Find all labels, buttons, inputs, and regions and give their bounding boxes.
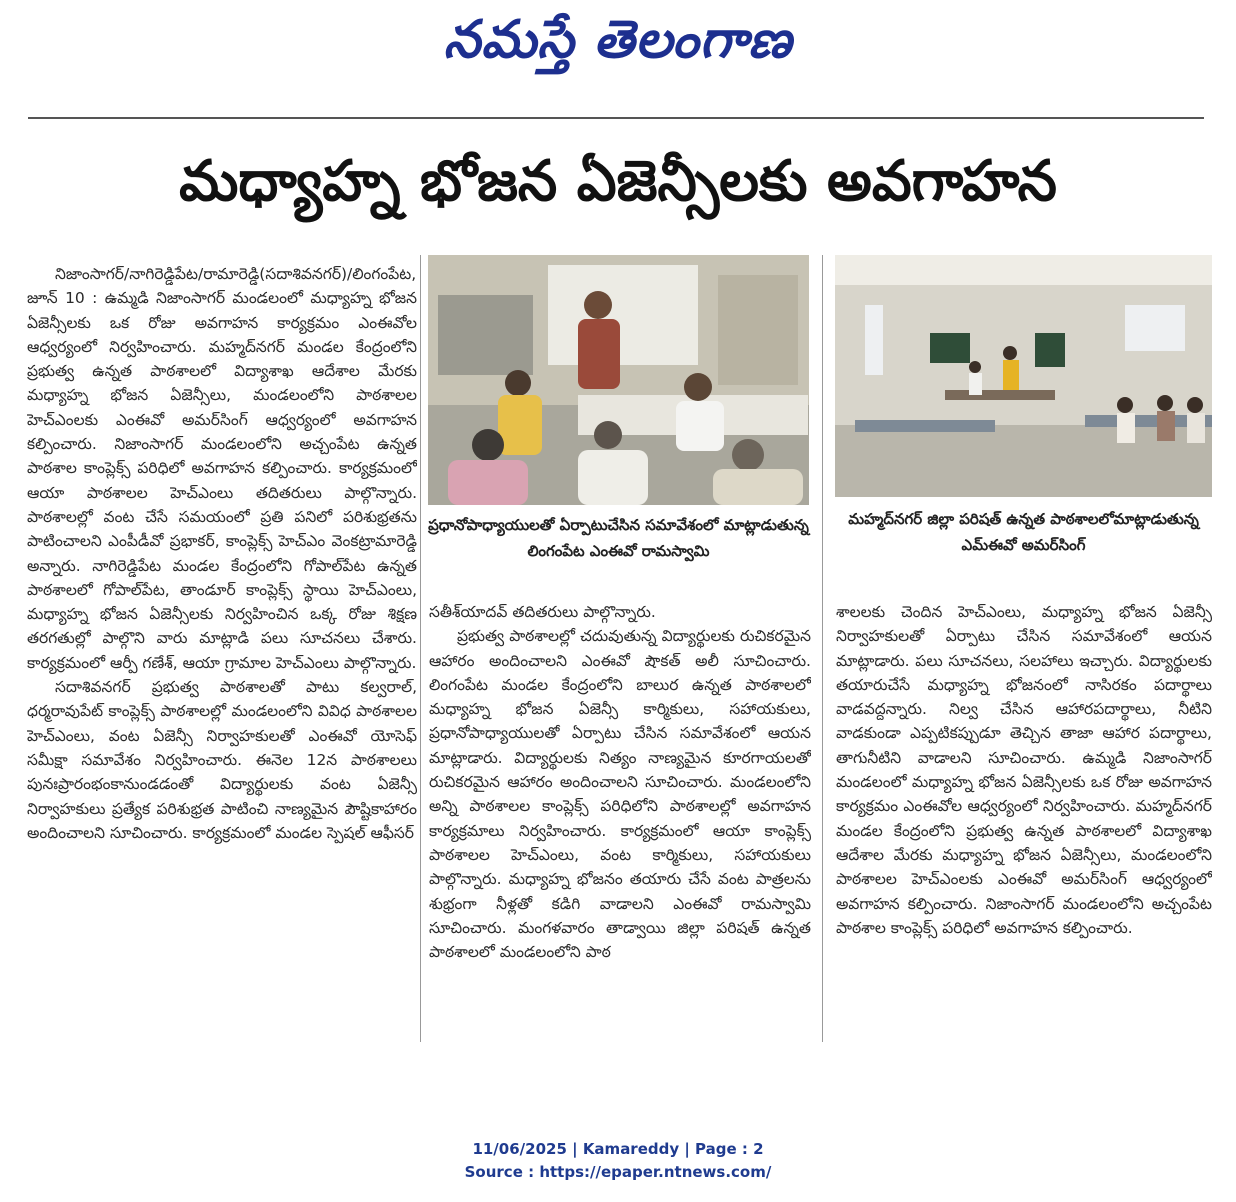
classroom-photo-image [835,255,1212,497]
newspaper-logo: నమస్తే తెలంగాణ [443,10,793,70]
article-column-1 [27,262,417,1042]
meeting-photo-lingampet [428,255,809,505]
article-paragraph: ప్రభుత్వ పాఠశాలల్లో చదువుతున్న విద్యార్థులకు రుచికరమైన ఆహారం అందించాలని ఎంఈవో షౌకత్ అలీ సూచించారు. లింగంపేట మండల కేంద్రంలోని బాలుర ఉన్నత పాఠశాలలో మధ్యాహ్న భోజన ఏజెన్సీ కార్మికులు, సహాయకులు, ప్రధానోపాధ్యాయులతో ఏర్పాటు చేసిన సమావేశంలో ఆయన మాట్లాడారు. విద్యార్థులకు నిత్యం నాణ్యమైన కూరగాయలతో రుచికరమైన ఆహారం అందించాలని సూచించారు. మండలంలోని అన్ని పాఠశాలల కాంప్లెక్స్ పరిధిలోని పాఠశాలల్లో అవగాహన కార్యక్రమాలు నిర్వహించారు. కార్యక్రమంలో ఆయా కాంప్లెక్స్ పాఠశాలల హెచ్‌ఎంలు, వంట కార్మికులు, సహాయకులు పాల్గొన్నారు. మధ్యాహ్న భోజనం తయారు చేసే వంట పాత్రలను శుభ్రంగా నీళ్లతో కడిగి వాడాలని ఎంఈవో రామస్వామి సూచించారు. మంగళవారం తాడ్వాయి జిల్లా పరిషత్ ఉన్నత పాఠశాలలో మండలంలోని పాఠ [429,627,811,962]
meeting-photo-image [428,255,809,505]
article-headline: మధ్యాహ్న భోజన ఏజెన్సీలకు అవగాహన [179,149,1057,214]
footer-date-page: 11/06/2025 | Kamareddy | Page : 2 [472,1140,764,1158]
meeting-photo-mahammadnagar [835,255,1212,497]
masthead-rule [28,117,1204,119]
column-divider [420,255,421,1042]
photo-caption: ప్రధానోపాధ్యాయులతో ఏర్పాటుచేసిన సమావేశంలో మాట్లాడుతున్న లింగంపేట ఎంఈవో రామస్వామి [428,516,809,560]
article-paragraph: సదాశివనగర్ ప్రభుత్వ పాఠశాలతో పాటు కల్వరాల్, ధర్మరావుపేట్ కాంప్లెక్స్ పాఠశాలల్లో మండలంలోని వివిధ పాఠశాలల హెచ్‌ఎంలు, వంట ఏజెన్సీ నిర్వాహకులతో ఎంఈవో యోసెఫ్ సమీక్షా సమావేశం నిర్వహించారు. ఈనెల 12న పాఠశాలలు పునఃప్రారంభంకానుండడంతో విద్యార్థులకు వంట ఏజెన్సీ నిర్వాహకులు ప్రత్యేక పరిశుభ్రత పాటించి నాణ్యమైన పౌష్టికాహారం అందించాలని సూచించారు. కార్యక్రమంలో మండల స్పెషల్ ఆఫీసర్ [27,678,417,842]
page-footer [0,1138,1236,1184]
article-paragraph: శాలలకు చెందిన హెచ్‌ఎంలు, మధ్యాహ్న భోజన ఏజెన్సీ నిర్వాహకులతో ఏర్పాటు చేసిన సమావేశంలో ఆయన మాట్లాడారు. పలు సూచనలు, సలహాలు ఇచ్చారు. విద్యార్థులకు తయారుచేసే మధ్యాహ్న భోజనంలో నాసిరకం పదార్థాలు వాడవద్దన్నారు. నిల్వ చేసిన ఆహారపదార్థాలు, నీటిని వాడకుండా ఎప్పటికప్పుడూ తెచ్చిన తాజా ఆహార పదార్థాలు, తాగునీటిని వాడాలని సూచించారు. ఉమ్మడి నిజాంసాగర్ మండలంలో మధ్యాహ్న భోజన ఏజెన్సీలకు ఒక రోజు అవగాహన కార్యక్రమం ఎంఈవోల ఆధ్వర్యంలో నిర్వహించారు. మహ్మద్‌నగర్ మండల కేంద్రంలోని ప్రభుత్వ ఉన్నత పాఠశాలలో విద్యాశాఖ ఆదేశాల మేరకు మధ్యాహ్న భోజన ఏజెన్సీలు, మండలంలోని పాఠశాలల హెచ్‌ఎంలకు ఎంఈవో అమర్‌సింగ్ ఆధ్వర్యంలో అవగాహన కల్పించారు. నిజాంసాగర్ మండలంలోని అచ్చంపేట పాఠశాల కాంప్లెక్స్ పరిధిలో అవగాహన కల్పించారు. [836,603,1212,937]
column-divider [822,255,823,1042]
masthead [0,0,1236,80]
footer-source: Source : https://epaper.ntnews.com/ [464,1163,772,1181]
article-column-3 [836,600,1212,1042]
article-paragraph: నిజాంసాగర్/నాగిరెడ్డిపేట/రామారెడ్డి(సదాశివనగర్)/లింగంపేట, జూన్ 10 : ఉమ్మడి నిజాంసాగర్ మండలంలో మధ్యాహ్న భోజన ఏజెన్సీలకు ఒక రోజు అవగాహన కార్యక్రమం ఎంఈవోల ఆధ్వర్యంలో నిర్వహించారు. మహ్మద్‌నగర్ మండల కేంద్రంలోని ప్రభుత్వ ఉన్నత పాఠశాలలో విద్యాశాఖ ఆదేశాల మేరకు మధ్యాహ్న భోజన ఏజెన్సీలు, మండలంలోని పాఠశాలల హెచ్‌ఎంలకు ఎంఈవో అమర్‌సింగ్ ఆధ్వర్యంలో అవగాహన కల్పించారు. నిజాంసాగర్ మండలంలోని అచ్చంపేట ఉన్నత పాఠశాల కాంప్లెక్స్ పరిధిలో అవగాహన కల్పించారు. కార్యక్రమంలో ఆయా పాఠశాలల హెచ్‌ఎంలు తదితరులు పాల్గొన్నారు. పాఠశాలల్లో వంట చేసే సమయంలో ప్రతి పనిలో పరిశుభ్రతను పాటించాలని ఎంపీడీవో ప్రభాకర్, కాంప్లెక్స్ హెచ్‌ఎం వెంకట్రామారెడ్డి అన్నారు. నాగిరెడ్డిపేట మండల కేంద్రంలోని గోపాల్‌పేట ఉన్నత పాఠశాలలో గోపాల్‌పేట, తాండూర్ కాంప్లెక్స్ స్థాయి హెచ్‌ఎంలు, మధ్యాహ్న భోజన ఏజెన్సీలకు నిర్వహించిన ఒక్క రోజు శిక్షణ తరగతుల్లో పాల్గొని వారు మాట్లాడి పలు సూచనలు చేశారు. కార్యక్రమంలో ఆర్పీ గణేశ్, ఆయా గ్రామాల హెచ్‌ఎంలు పాల్గొన్నారు. [27,265,417,672]
article-column-2 [429,600,811,1042]
photo-caption: మహ్మద్‌నగర్ జిల్లా పరిషత్ ఉన్నత పాఠశాలలోమాట్లాడుతున్న ఎమ్‌ఈవో అమర్‌సింగ్ [848,510,1199,554]
article-paragraph: సతీశ్‌యాదవ్ తదితరులు పాల్గొన్నారు. [429,603,656,621]
